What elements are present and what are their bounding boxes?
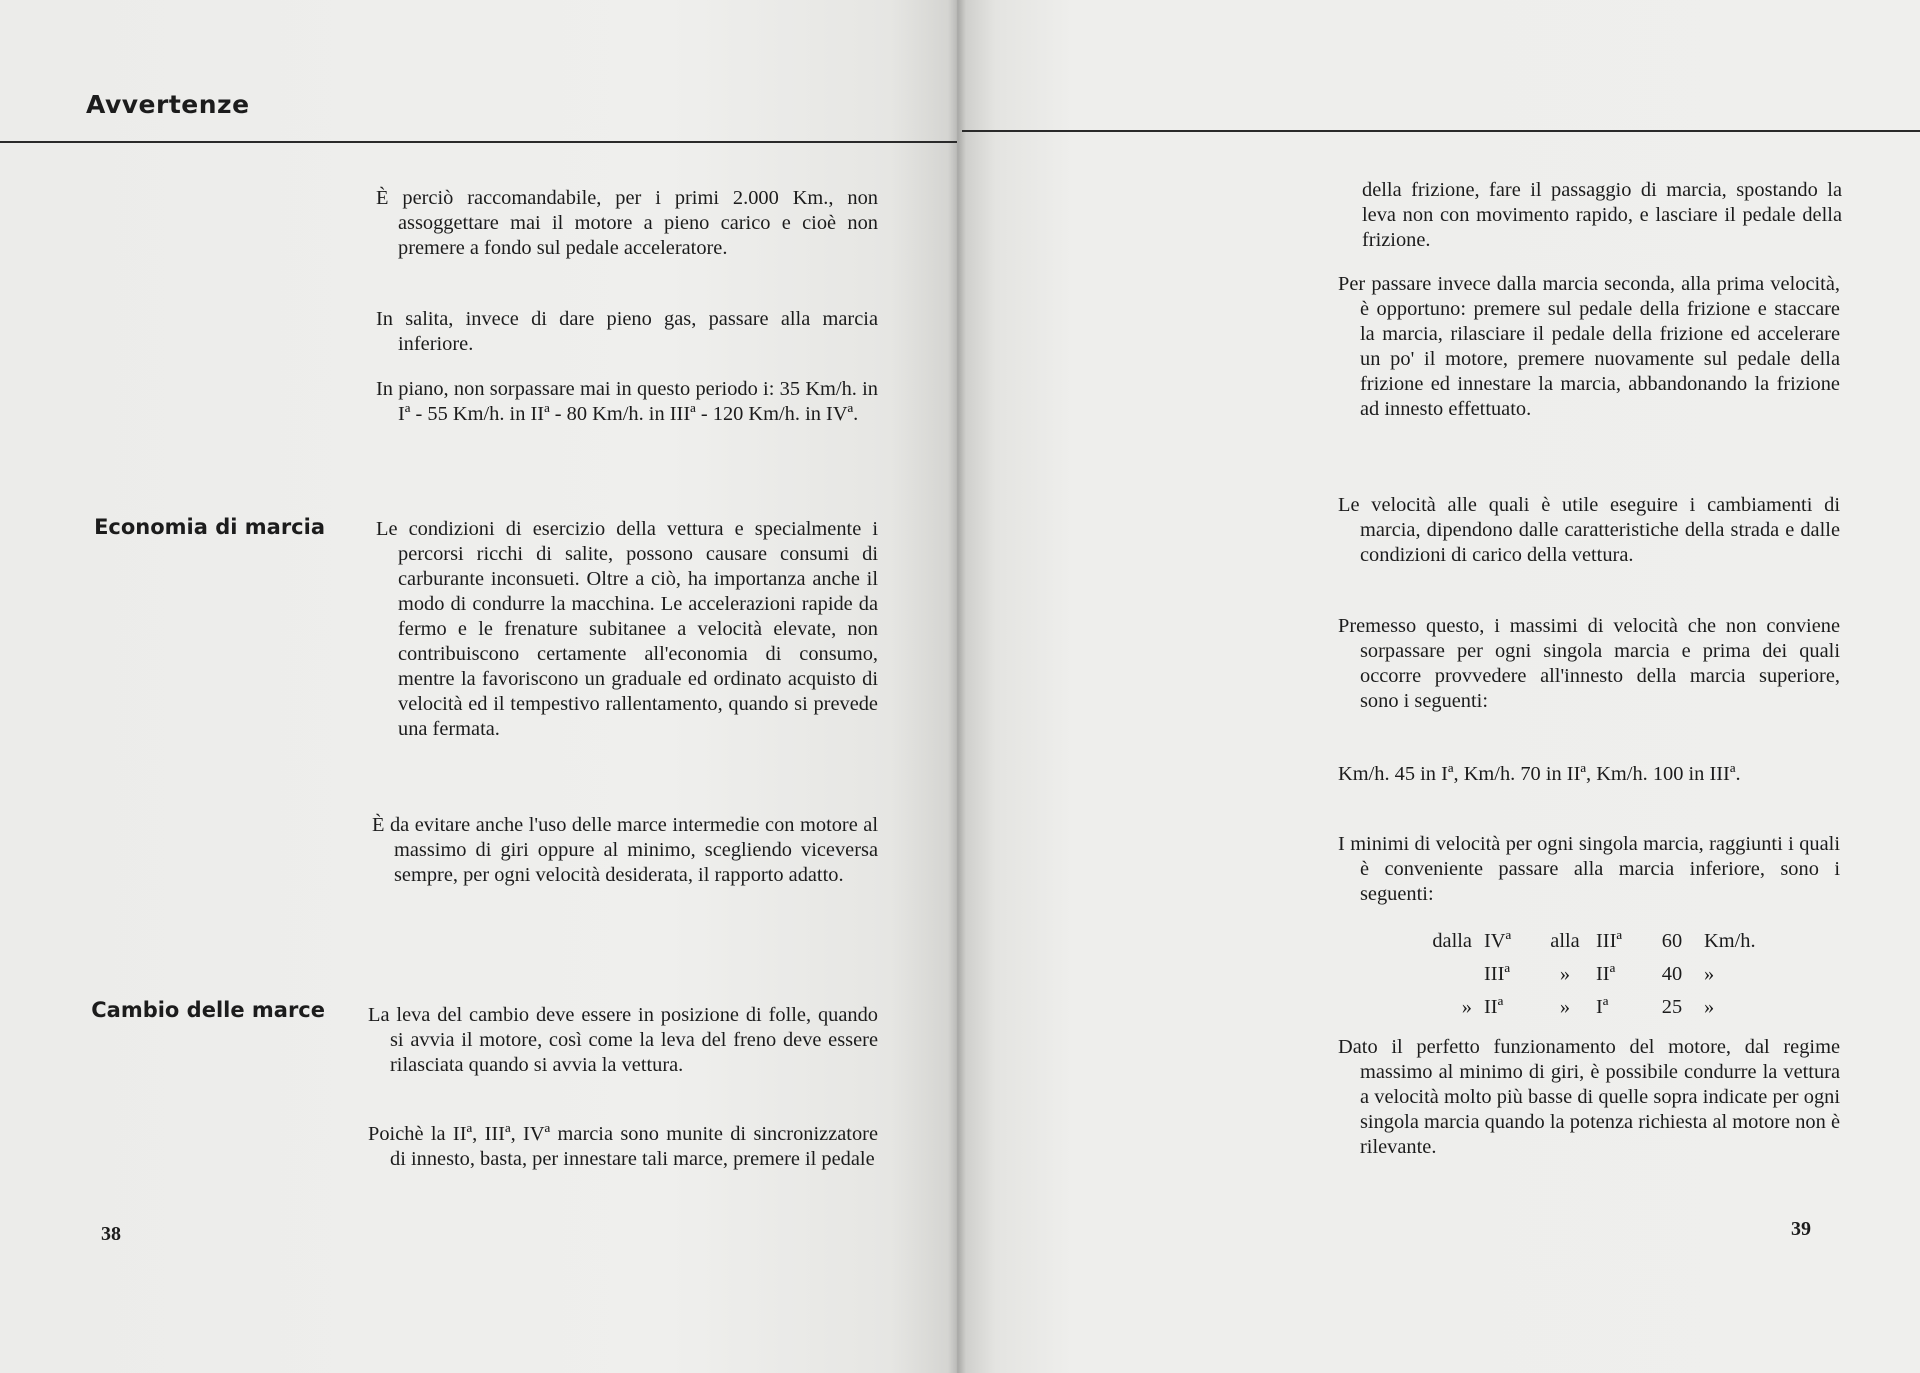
paragraph: Le condizioni di esercizio della vettura e specialmente i percorsi ricchi di salite, possono causare consumi di carburante inconsueti. Oltre a ciò, ha importanza anche il modo di condurre la macchina. Le accelerazioni rapide da fermo e le frenature subitanee a velocità elevate, non contribuiscono certamente all'economia di consumo, mentre la favoriscono un graduale ed ordinato acquisto di velocità ed il tempestivo rallentamento, quando si prevede una fermata. — [376, 518, 878, 740]
heading-economia-di-marcia: Economia di marcia — [94, 515, 325, 539]
paragraph: Per passare invece dalla marcia seconda, alla prima velocità, è opportuno: premere sul pedale della frizione e staccare la marcia, rilasciare il pedale della frizione ed accelerare un po' il motore, premere nuovamente sul pedale della frizione ed innestare la marcia, abbandonando la frizione ad innesto effettuato. — [1338, 273, 1840, 420]
paragraph: Km/h. 45 in Iª, Km/h. 70 in IIª, Km/h. 100 in IIIª. — [1338, 763, 1741, 785]
paragraph: Dato il perfetto funzionamento del motore, dal regime massimo al minimo di giri, è possibile condurre la vettura a velocità molto più basse di quelle sopra indicate per ogni singola marcia quando la potenza richiesta al motore non è rilevante. — [1338, 1036, 1840, 1158]
book-gutter — [948, 0, 966, 1373]
table-cell: Km/h. — [1704, 930, 1756, 952]
table-cell: » — [1559, 963, 1571, 985]
table-cell: 25 — [1661, 996, 1683, 1018]
table-cell: alla — [1550, 930, 1580, 952]
table-row — [1410, 958, 1770, 991]
paragraph: La leva del cambio deve essere in posizione di folle, quando si avvia il motore, così come la leva del freno deve essere rilasciata quando si avvia la vettura. — [368, 1004, 878, 1076]
page-number-right: 39 — [1791, 1218, 1811, 1240]
table-cell: IIIª — [1484, 963, 1510, 985]
table-cell: IVª — [1484, 930, 1512, 952]
header-rule-left — [0, 141, 957, 143]
speed-minimum-table — [1410, 925, 1770, 1024]
paragraph: È da evitare anche l'uso delle marce intermedie con motore al massimo di giri oppure al minimo, scegliendo viceversa sempre, per ogni velocità desiderata, il rapporto adatto. — [372, 814, 878, 886]
paragraph: In piano, non sorpassare mai in questo periodo i: 35 Km/h. in Iª - 55 Km/h. in IIª - 80 Km/h. in IIIª - 120 Km/h. in IVª. — [376, 378, 878, 425]
table-cell: » — [1461, 996, 1472, 1018]
paragraph: È perciò raccomandabile, per i primi 2.000 Km., non assoggettare mai il motore a pieno carico e cioè non premere a fondo sul pedale acceleratore. — [376, 187, 878, 259]
table-cell — [1410, 958, 1478, 991]
paragraph: Poichè la IIª, IIIª, IVª marcia sono munite di sincronizzatore di innesto, basta, per innestare tali marce, premere il pedale — [368, 1123, 878, 1170]
table-cell: IIIª — [1596, 930, 1622, 952]
table-cell: IIª — [1596, 963, 1616, 985]
table-cell: » — [1704, 996, 1715, 1018]
table-cell: dalla — [1432, 930, 1472, 952]
table-cell: » — [1704, 963, 1715, 985]
table-cell: 60 — [1661, 930, 1683, 952]
table-cell: 40 — [1661, 963, 1683, 985]
paragraph: I minimi di velocità per ogni singola marcia, raggiunti i quali è conveniente passare alla marcia inferiore, sono i seguenti: — [1338, 833, 1840, 905]
table-row — [1410, 991, 1770, 1024]
paragraph: Le velocità alle quali è utile eseguire i cambiamenti di marcia, dipendono dalle caratteristiche della strada e dalle condizioni di carico della vettura. — [1338, 494, 1840, 566]
table-cell: » — [1559, 996, 1571, 1018]
section-header: Avvertenze — [86, 90, 250, 119]
heading-cambio-delle-marce: Cambio delle marce — [91, 998, 325, 1022]
paragraph: In salita, invece di dare pieno gas, passare alla marcia inferiore. — [376, 308, 878, 355]
header-rule-right — [962, 130, 1920, 132]
paragraph: della frizione, fare il passaggio di marcia, spostando la leva non con movimento rapido, e lasciare il pedale della frizione. — [1362, 179, 1842, 251]
table-row — [1410, 925, 1770, 958]
table-cell: Iª — [1596, 996, 1609, 1018]
table-cell: IIª — [1484, 996, 1504, 1018]
page-number-left: 38 — [101, 1223, 121, 1245]
paragraph: Premesso questo, i massimi di velocità che non conviene sorpassare per ogni singola marcia e prima dei quali occorre provvedere all'innesto della marcia superiore, sono i seguenti: — [1338, 615, 1840, 712]
